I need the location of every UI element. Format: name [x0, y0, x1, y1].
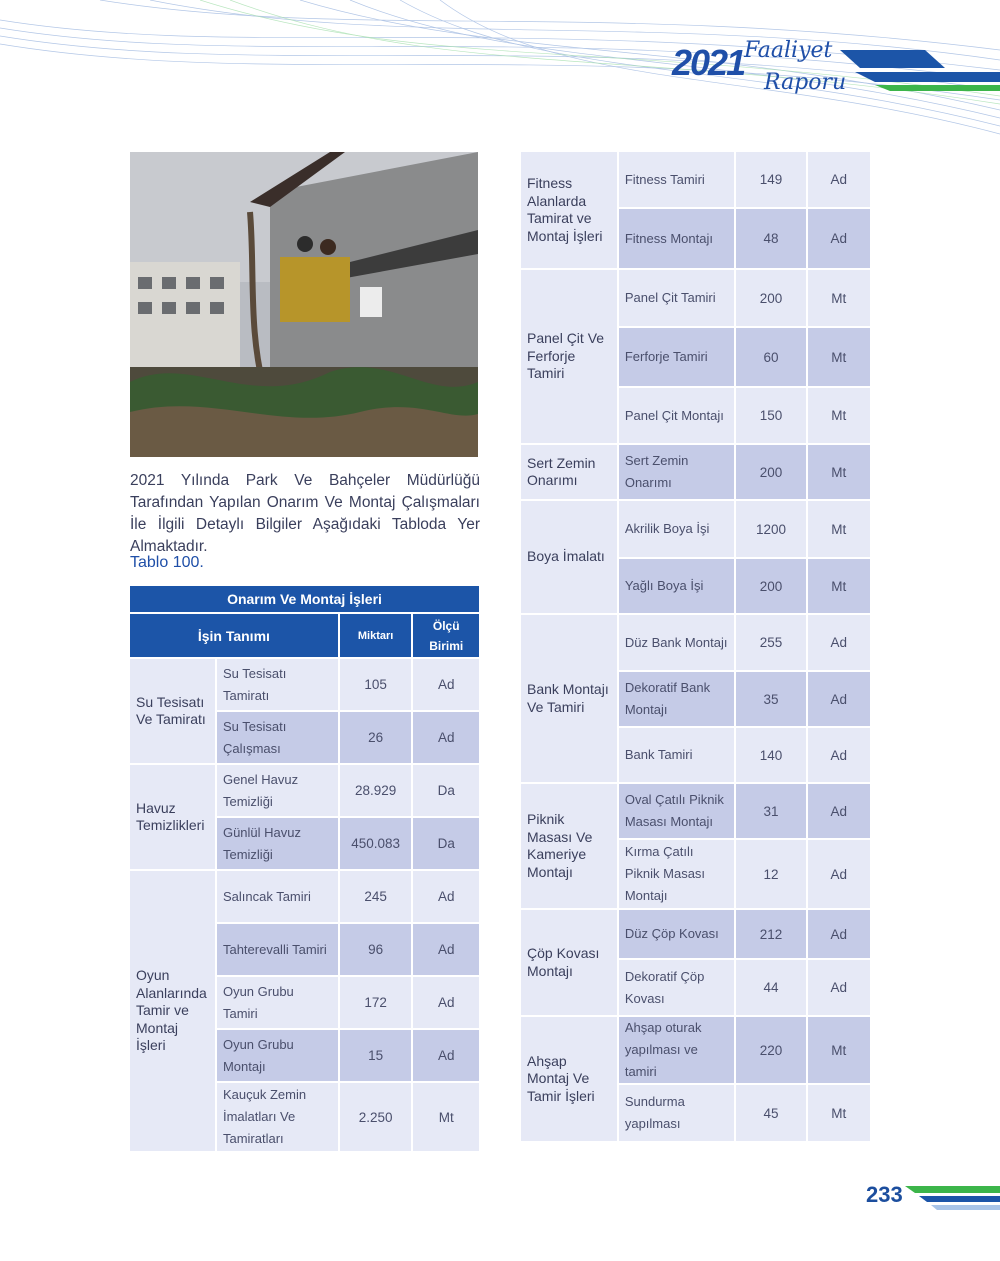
category-cell: Oyun Alanlarında Tamir ve Montaj İşleri: [130, 871, 215, 1151]
table-row: [521, 152, 870, 207]
report-logo: [672, 36, 852, 106]
category-cell: Bank Montajı Ve Tamiri: [521, 615, 617, 782]
repair-table-right: [519, 150, 872, 1143]
qty-cell: 450.083: [340, 818, 412, 869]
category-cell: Fitness Alanlarda Tamirat ve Montaj İşleri: [521, 152, 617, 268]
qty-cell: 2.250: [340, 1083, 412, 1151]
column-header-task: İşin Tanımı: [130, 614, 338, 657]
category-cell: Havuz Temizlikleri: [130, 765, 215, 869]
category-cell: Çöp Kovası Montajı: [521, 910, 617, 1015]
qty-cell: 255: [736, 615, 805, 670]
intro-paragraph: 2021 Yılında Park Ve Bahçeler Müdürlüğü Tarafından Yapılan Onarım Ve Montaj Çalışmaları İle İlgili Detaylı Bilgiler Aşağıdaki Tabloda Yer Almaktadır.: [130, 472, 480, 555]
table-row: [521, 445, 870, 499]
item-cell: Tahterevalli Tamiri: [217, 924, 338, 975]
table-row: [521, 784, 870, 838]
category-cell: Boya İmalatı: [521, 501, 617, 613]
item-cell: Su Tesisatı Çalışması: [217, 712, 338, 763]
qty-cell: 48: [736, 209, 805, 268]
column-header-qty: Miktarı: [340, 614, 412, 657]
item-cell: Salıncak Tamiri: [217, 871, 338, 922]
item-cell: Fitness Montajı: [619, 209, 734, 268]
table-row: [130, 765, 479, 816]
qty-cell: 26: [340, 712, 412, 763]
qty-cell: 212: [736, 910, 805, 958]
unit-cell: Ad: [808, 209, 870, 268]
item-cell: Dekoratif Çöp Kovası: [619, 960, 734, 1015]
unit-cell: Ad: [808, 960, 870, 1015]
qty-cell: 149: [736, 152, 805, 207]
logo-script-raporu: Raporu: [764, 70, 847, 95]
unit-cell: Ad: [808, 728, 870, 782]
item-cell: Ahşap oturak yapılması ve tamiri: [619, 1017, 734, 1083]
unit-cell: Ad: [413, 977, 479, 1028]
category-cell: Su Tesisatı Ve Tamiratı: [130, 659, 215, 763]
qty-cell: 45: [736, 1085, 805, 1141]
logo-script-faaliyet: Faaliyet: [744, 38, 833, 63]
unit-cell: Da: [413, 818, 479, 869]
page-number: 233: [866, 1182, 903, 1207]
unit-cell: Ad: [808, 840, 870, 908]
column-header-unit: Ölçü Birimi: [413, 614, 479, 657]
unit-cell: Da: [413, 765, 479, 816]
qty-cell: 172: [340, 977, 412, 1028]
item-cell: Kauçuk Zemin İmalatları Ve Tamiratları: [217, 1083, 338, 1151]
qty-cell: 28.929: [340, 765, 412, 816]
table-row: [521, 615, 870, 670]
category-cell: Piknik Masası Ve Kameriye Montajı: [521, 784, 617, 908]
unit-cell: Mt: [808, 445, 870, 499]
item-cell: Panel Çit Tamiri: [619, 270, 734, 326]
unit-cell: Ad: [413, 659, 479, 710]
qty-cell: 1200: [736, 501, 805, 557]
item-cell: Yağlı Boya İşi: [619, 559, 734, 613]
unit-cell: Ad: [808, 152, 870, 207]
item-cell: Oyun Grubu Montajı: [217, 1030, 338, 1081]
item-cell: Sert Zemin Onarımı: [619, 445, 734, 499]
unit-cell: Ad: [808, 672, 870, 726]
item-cell: Günlül Havuz Temizliği: [217, 818, 338, 869]
qty-cell: 60: [736, 328, 805, 386]
unit-cell: Mt: [413, 1083, 479, 1151]
table-title: Onarım Ve Montaj İşleri: [130, 586, 479, 612]
table-row: [521, 270, 870, 326]
qty-cell: 105: [340, 659, 412, 710]
unit-cell: Ad: [413, 1030, 479, 1081]
table-row: [521, 910, 870, 958]
unit-cell: Ad: [808, 784, 870, 838]
unit-cell: Mt: [808, 388, 870, 443]
unit-cell: Ad: [413, 712, 479, 763]
left-groups: [130, 659, 479, 1151]
item-cell: Düz Çöp Kovası: [619, 910, 734, 958]
unit-cell: Mt: [808, 270, 870, 326]
unit-cell: Mt: [808, 559, 870, 613]
unit-cell: Ad: [808, 615, 870, 670]
item-cell: Kırma Çatılı Piknik Masası Montajı: [619, 840, 734, 908]
qty-cell: 200: [736, 559, 805, 613]
unit-cell: Mt: [808, 328, 870, 386]
category-cell: Ahşap Montaj Ve Tamir İşleri: [521, 1017, 617, 1141]
right-groups: [521, 152, 870, 1141]
item-cell: Fitness Tamiri: [619, 152, 734, 207]
unit-cell: Ad: [413, 871, 479, 922]
table-row: [521, 501, 870, 557]
logo-year: 2021: [672, 42, 745, 83]
unit-cell: Mt: [808, 501, 870, 557]
unit-cell: Mt: [808, 1085, 870, 1141]
table-caption: Tablo 100.: [130, 554, 204, 571]
category-cell: Sert Zemin Onarımı: [521, 445, 617, 499]
qty-cell: 12: [736, 840, 805, 908]
unit-cell: Ad: [413, 924, 479, 975]
item-cell: Panel Çit Montajı: [619, 388, 734, 443]
repair-table-left: [128, 584, 481, 1153]
qty-cell: 200: [736, 270, 805, 326]
unit-cell: Mt: [808, 1017, 870, 1083]
qty-cell: 15: [340, 1030, 412, 1081]
table-row: [130, 871, 479, 922]
unit-cell: Ad: [808, 910, 870, 958]
item-cell: Oyun Grubu Tamiri: [217, 977, 338, 1028]
qty-cell: 220: [736, 1017, 805, 1083]
item-cell: Bank Tamiri: [619, 728, 734, 782]
qty-cell: 245: [340, 871, 412, 922]
qty-cell: 150: [736, 388, 805, 443]
qty-cell: 96: [340, 924, 412, 975]
item-cell: Sundurma yapılması: [619, 1085, 734, 1141]
item-cell: Dekoratif Bank Montajı: [619, 672, 734, 726]
qty-cell: 31: [736, 784, 805, 838]
qty-cell: 200: [736, 445, 805, 499]
table-row: [521, 1017, 870, 1083]
footer-bar-decoration: [905, 1184, 1000, 1212]
item-cell: Su Tesisatı Tamiratı: [217, 659, 338, 710]
item-cell: Ferforje Tamiri: [619, 328, 734, 386]
category-cell: Panel Çit Ve Ferforje Tamiri: [521, 270, 617, 443]
item-cell: Akrilik Boya İşi: [619, 501, 734, 557]
item-cell: Genel Havuz Temizliği: [217, 765, 338, 816]
qty-cell: 44: [736, 960, 805, 1015]
qty-cell: 35: [736, 672, 805, 726]
qty-cell: 140: [736, 728, 805, 782]
repair-work-photo: [130, 152, 478, 457]
item-cell: Oval Çatılı Piknik Masası Montajı: [619, 784, 734, 838]
table-row: [130, 659, 479, 710]
item-cell: Düz Bank Montajı: [619, 615, 734, 670]
